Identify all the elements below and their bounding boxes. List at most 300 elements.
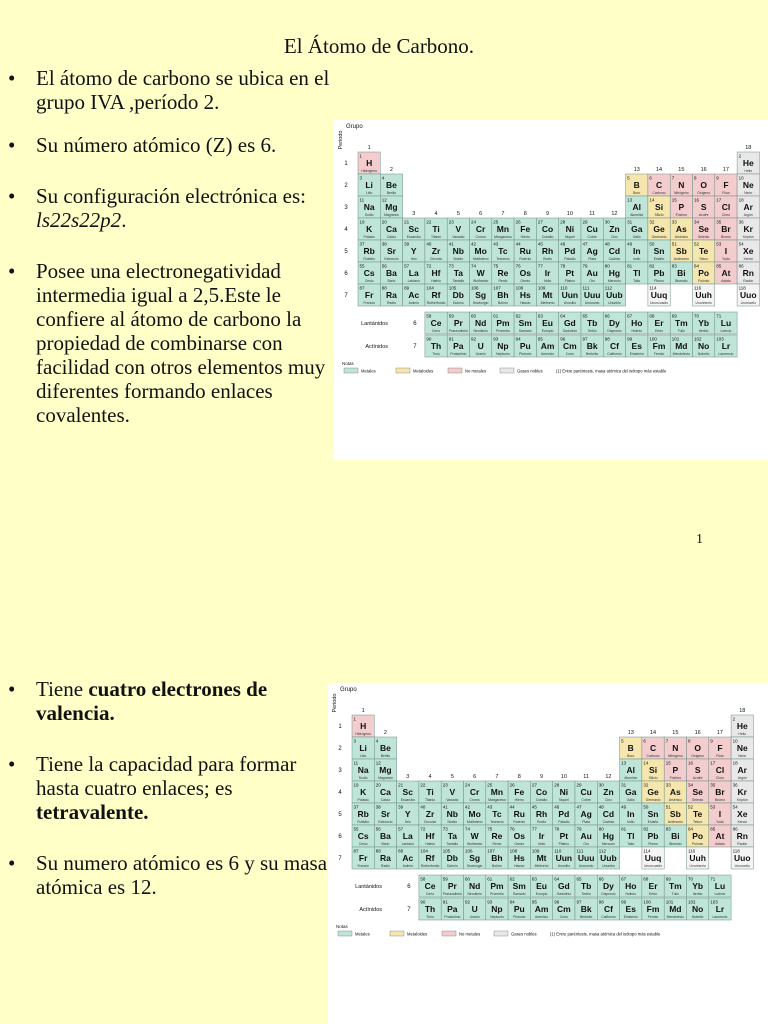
element-cell — [530, 898, 552, 920]
group-number: 9 — [540, 774, 544, 780]
element-cell — [352, 781, 374, 803]
element-cell — [642, 875, 664, 897]
element-symbol: Re — [497, 268, 509, 278]
periodic-table-image — [328, 683, 768, 1024]
element-symbol: Er — [648, 881, 658, 891]
element-name: Titanio — [431, 235, 442, 239]
element-symbol: Pm — [490, 881, 504, 891]
legend-swatch — [500, 368, 514, 373]
element-symbol: He — [742, 158, 754, 168]
element-cell — [648, 240, 670, 262]
element-cell — [670, 218, 692, 240]
atomic-number: 50 — [649, 241, 655, 247]
slide-2 — [0, 655, 768, 1024]
element-name: Radón — [743, 279, 754, 283]
atomic-number: 59 — [448, 313, 454, 319]
atomic-number: 11 — [353, 760, 359, 766]
atomic-number: 103 — [710, 899, 718, 905]
atomic-number: 98 — [604, 336, 610, 342]
atomic-number: 30 — [604, 219, 610, 225]
element-cell — [536, 312, 558, 334]
element-symbol: Au — [580, 831, 592, 841]
element-cell — [715, 262, 737, 284]
element-cell — [358, 218, 380, 240]
group-number: 12 — [611, 211, 618, 217]
element-name: Circonio — [429, 257, 443, 261]
element-symbol: Ca — [386, 224, 397, 234]
element-cell — [737, 152, 759, 174]
element-symbol: Pr — [453, 318, 463, 328]
element-symbol: Cd — [608, 246, 621, 256]
element-name: Oxígeno — [697, 191, 711, 195]
atomic-number: 52 — [688, 804, 694, 810]
group-number: 8 — [523, 211, 527, 217]
atomic-number: 106 — [471, 285, 479, 291]
element-symbol: Hf — [425, 831, 435, 841]
atomic-number: 66 — [604, 313, 610, 319]
element-symbol: Cl — [721, 202, 731, 212]
element-name: Curio — [565, 352, 574, 356]
element-name: Neón — [744, 191, 753, 195]
atomic-number: 37 — [359, 241, 365, 247]
atomic-number: 44 — [515, 241, 521, 247]
element-cell — [597, 803, 619, 825]
bullet-item — [0, 259, 330, 427]
group-number: 13 — [633, 167, 640, 173]
element-cell — [419, 803, 441, 825]
element-name: Neón — [738, 754, 747, 758]
element-name: Lantano — [407, 279, 420, 283]
atomic-number: 108 — [515, 285, 524, 291]
atomic-number: 3 — [359, 175, 363, 181]
atomic-number: 45 — [531, 804, 537, 810]
element-symbol: Y — [404, 809, 411, 819]
element-cell — [470, 218, 492, 240]
bullet-item — [0, 851, 330, 899]
element-cell — [530, 825, 552, 847]
element-name: Seaborgio — [472, 301, 489, 305]
bullet-text: Su numero atómico es 6 y su masa atómica es 12. — [36, 851, 328, 899]
legend-swatch — [494, 931, 508, 936]
element-name: Cinc — [605, 798, 612, 802]
element-symbol: O — [700, 180, 707, 190]
element-symbol: Np — [497, 341, 509, 351]
element-cell — [530, 875, 552, 897]
element-symbol: Uuu — [583, 290, 601, 300]
legend-label: No metales — [459, 931, 481, 937]
atomic-number: 48 — [604, 241, 610, 247]
element-name: Plomo — [648, 842, 658, 846]
element-name: Bohrio — [498, 301, 508, 305]
atomic-number: 7 — [671, 175, 675, 181]
element-cell — [374, 803, 396, 825]
element-name: Helio — [744, 169, 753, 173]
element-name: Molibdeno — [466, 820, 483, 824]
atomic-number: 21 — [398, 782, 404, 788]
bullet-item — [0, 184, 330, 232]
element-cell — [397, 847, 419, 869]
element-cell — [352, 737, 374, 759]
atomic-number: 68 — [649, 313, 655, 319]
element-cell — [380, 262, 402, 284]
element-cell — [642, 803, 664, 825]
element-symbol: Pa — [447, 904, 458, 914]
element-symbol: Ho — [631, 318, 643, 328]
atomic-number: 34 — [694, 219, 700, 225]
group-number: 8 — [517, 774, 521, 780]
legend-swatch — [338, 931, 352, 936]
atomic-number: 69 — [665, 876, 671, 882]
group-number: 17 — [716, 730, 724, 736]
element-cell — [664, 781, 686, 803]
element-cell — [687, 781, 709, 803]
atomic-number: 81 — [627, 263, 633, 269]
element-symbol: Nd — [474, 318, 487, 328]
element-name: Azufre — [698, 213, 709, 217]
element-cell — [597, 781, 619, 803]
element-name: Hassio — [514, 864, 525, 868]
element-name: Sodio — [358, 776, 368, 780]
atomic-number: 5 — [621, 738, 624, 744]
element-name: Hafnio — [431, 279, 441, 283]
element-symbol: Cs — [363, 268, 375, 278]
element-name: Renio — [498, 279, 508, 283]
element-name: Yodo — [722, 257, 730, 261]
element-cell — [709, 898, 731, 920]
atomic-number: 17 — [716, 197, 722, 203]
element-symbol: Md — [669, 904, 682, 914]
element-name: Cerio — [425, 892, 435, 896]
group-number: 17 — [722, 167, 730, 173]
element-name: Osmio — [514, 842, 525, 846]
element-symbol: Hg — [602, 831, 615, 841]
group-number: 10 — [560, 774, 567, 780]
atomic-number: 76 — [515, 263, 521, 269]
element-symbol: Ir — [538, 831, 545, 841]
element-cell — [620, 875, 642, 897]
element-cell — [492, 312, 514, 334]
element-name: Oro — [583, 842, 589, 846]
element-symbol: Ti — [426, 787, 434, 797]
atomic-number: 49 — [627, 241, 633, 247]
element-name: Iridio — [537, 842, 546, 846]
element-cell — [715, 335, 737, 357]
element-symbol: Tm — [674, 318, 688, 328]
element-symbol: Se — [692, 787, 703, 797]
element-name: Indio — [627, 820, 635, 824]
atomic-number: 57 — [398, 826, 404, 832]
element-symbol: Cm — [556, 904, 571, 914]
element-cell — [709, 759, 731, 781]
element-name: Prometio — [490, 892, 504, 896]
element-name: Rutherfordio — [420, 864, 440, 868]
atomic-number: 38 — [375, 804, 381, 810]
element-name: Manganeso — [488, 798, 506, 802]
element-cell — [553, 847, 575, 869]
element-symbol: As — [675, 224, 687, 234]
element-cell — [581, 240, 603, 262]
atomic-number: 1 — [353, 716, 357, 722]
group-number: 4 — [428, 774, 432, 780]
element-cell — [626, 262, 648, 284]
atomic-number: 5 — [627, 175, 630, 181]
element-symbol: Al — [626, 765, 635, 775]
bullet-list — [0, 677, 330, 899]
element-name: Francio — [357, 864, 369, 868]
element-name: Plata — [582, 820, 591, 824]
atomic-number: 23 — [442, 782, 448, 788]
element-name: Astato — [721, 279, 731, 283]
element-name: Rodio — [543, 257, 552, 261]
atomic-number: 22 — [426, 219, 432, 225]
atomic-number: 29 — [576, 782, 582, 788]
atomic-number: 77 — [537, 263, 543, 269]
element-name: Tantalio — [446, 842, 459, 846]
legend-footnote: (1) Entre paréntesis, masa atómica del isótopo más estable — [556, 368, 667, 374]
element-name: Terbio — [581, 892, 591, 896]
page-number: 1 — [696, 532, 703, 547]
element-symbol: V — [449, 787, 456, 797]
element-symbol: Mg — [385, 202, 398, 212]
element-name: Cadmio — [608, 257, 621, 261]
element-cell — [581, 262, 603, 284]
element-name: Radio — [381, 864, 390, 868]
atomic-number: 75 — [493, 263, 499, 269]
element-symbol: I — [718, 809, 722, 819]
element-cell — [664, 737, 686, 759]
atomic-number: 105 — [442, 848, 451, 854]
element-cell — [581, 218, 603, 240]
element-name: Boro — [627, 754, 635, 758]
group-number: 1 — [361, 708, 365, 714]
atomic-number: 107 — [493, 285, 501, 291]
element-cell — [403, 262, 425, 284]
element-cell — [670, 196, 692, 218]
atomic-number: 58 — [426, 313, 432, 319]
atomic-number: 67 — [621, 876, 627, 882]
atomic-number: 111 — [582, 285, 590, 291]
element-cell — [687, 759, 709, 781]
element-symbol: Re — [491, 831, 503, 841]
element-symbol: Nd — [468, 881, 481, 891]
atomic-number: 86 — [738, 263, 744, 269]
element-name: Torio — [432, 352, 440, 356]
element-symbol: Po — [692, 831, 704, 841]
element-name: Hassio — [520, 301, 531, 305]
element-symbol: Ta — [447, 831, 457, 841]
element-cell — [709, 781, 731, 803]
element-symbol: Be — [386, 180, 397, 190]
element-name: Cinc — [611, 235, 618, 239]
element-cell — [447, 262, 469, 284]
element-cell — [693, 218, 715, 240]
element-name: Protactinio — [450, 352, 467, 356]
element-cell — [403, 284, 425, 306]
element-symbol: Ra — [386, 290, 397, 300]
element-symbol: Zr — [425, 809, 435, 819]
element-cell — [715, 196, 737, 218]
period-number: 6 — [413, 321, 417, 327]
element-name: Iridio — [543, 279, 552, 283]
element-name: Lantano — [401, 842, 414, 846]
element-cell — [358, 174, 380, 196]
element-cell — [731, 847, 753, 869]
element-cell — [642, 847, 664, 869]
element-name: Teluro — [693, 820, 703, 824]
element-name: Potasio — [357, 798, 369, 802]
atomic-number: 33 — [671, 219, 677, 225]
element-cell — [664, 803, 686, 825]
atomic-number: 90 — [426, 336, 432, 342]
element-cell — [693, 262, 715, 284]
element-name: Dubnio — [452, 301, 464, 305]
element-name: Samario — [512, 892, 526, 896]
atomic-number: 37 — [353, 804, 359, 810]
atomic-number: 112 — [604, 285, 612, 291]
atomic-number: 106 — [465, 848, 473, 854]
element-name: Nobelio — [691, 915, 704, 919]
element-symbol: Pr — [447, 881, 457, 891]
atomic-number: 97 — [576, 899, 582, 905]
atomic-number: 59 — [442, 876, 448, 882]
element-symbol: Pb — [647, 831, 659, 841]
element-name: Rutenio — [513, 820, 526, 824]
element-name: Germanio — [645, 798, 661, 802]
element-name: Carbono — [652, 191, 666, 195]
element-symbol: Hf — [431, 268, 441, 278]
element-name: Californio — [607, 352, 622, 356]
atomic-number: 78 — [554, 826, 560, 832]
lanthanides-label: Lantánidos — [355, 884, 382, 890]
element-name: Platino — [564, 279, 576, 283]
period-number: 4 — [338, 790, 342, 796]
atomic-number: 72 — [426, 263, 432, 269]
group-number: 3 — [412, 211, 416, 217]
period-number: 6 — [338, 834, 342, 840]
element-name: Unununio — [584, 301, 600, 305]
element-name: Protactinio — [444, 915, 461, 919]
atomic-number: 22 — [420, 782, 426, 788]
group-number: 16 — [694, 730, 701, 736]
element-name: Cobre — [587, 235, 597, 239]
atomic-number: 72 — [420, 826, 426, 832]
element-cell — [553, 875, 575, 897]
element-symbol: Lu — [714, 881, 726, 891]
element-cell — [508, 875, 530, 897]
element-symbol: Sc — [402, 787, 413, 797]
element-cell — [626, 218, 648, 240]
element-name: Actinio — [402, 864, 413, 868]
element-name: Platino — [558, 842, 570, 846]
atomic-number: 84 — [688, 826, 694, 832]
element-symbol: Yb — [692, 881, 704, 891]
atomic-number: 105 — [448, 285, 457, 291]
element-cell — [492, 284, 514, 306]
element-name: Paladio — [558, 820, 570, 824]
element-symbol: Ta — [453, 268, 463, 278]
element-symbol: Rh — [535, 809, 548, 819]
element-name: Antimonio — [673, 257, 689, 261]
element-symbol: Pt — [559, 831, 569, 841]
element-symbol: No — [697, 341, 710, 351]
element-cell — [380, 218, 402, 240]
element-symbol: Br — [721, 224, 731, 234]
element-name: Níquel — [558, 798, 569, 802]
element-symbol: Li — [359, 743, 367, 753]
element-symbol: Sg — [475, 290, 487, 300]
group-number: 15 — [672, 730, 679, 736]
element-name: Curio — [559, 915, 568, 919]
element-name: Europio — [535, 892, 548, 896]
atomic-number: 51 — [665, 804, 671, 810]
period-number: 7 — [413, 344, 417, 350]
element-symbol: U — [477, 341, 484, 351]
element-symbol: Po — [698, 268, 710, 278]
period-number: 3 — [344, 205, 348, 211]
atomic-number: 13 — [621, 760, 627, 766]
element-name: Galio — [626, 798, 635, 802]
element-name: Titanio — [425, 798, 436, 802]
atomic-number: 93 — [493, 336, 499, 342]
element-symbol: Rb — [357, 809, 369, 819]
element-name: Holmio — [625, 892, 637, 896]
atomic-number: 73 — [442, 826, 448, 832]
atomic-number: 96 — [560, 336, 566, 342]
group-number: 15 — [678, 167, 685, 173]
atomic-number: 104 — [420, 848, 428, 854]
element-name: Xenón — [737, 820, 748, 824]
element-cell — [664, 759, 686, 781]
element-symbol: Ne — [736, 743, 748, 753]
element-symbol: Rf — [425, 853, 435, 863]
element-symbol: Co — [541, 224, 554, 234]
atomic-number: 75 — [487, 826, 493, 832]
element-cell — [575, 875, 597, 897]
element-symbol: Nb — [446, 809, 459, 819]
element-cell — [464, 781, 486, 803]
element-cell — [581, 312, 603, 334]
element-symbol: Cl — [715, 765, 725, 775]
element-symbol: Fm — [652, 341, 666, 351]
group-number: 18 — [739, 708, 746, 714]
element-symbol: La — [408, 268, 419, 278]
element-cell — [620, 737, 642, 759]
group-number: 5 — [456, 211, 460, 217]
atomic-number: 89 — [404, 285, 410, 291]
atomic-number: 26 — [515, 219, 521, 225]
element-name: Disprosio — [601, 892, 616, 896]
element-symbol: Tm — [668, 881, 682, 891]
element-symbol: He — [736, 721, 748, 731]
element-cell — [486, 847, 508, 869]
atomic-number: 21 — [404, 219, 410, 225]
period-number: 7 — [338, 856, 342, 862]
element-name: Silicio — [654, 213, 664, 217]
atomic-number: 57 — [404, 263, 410, 269]
element-symbol: Ge — [647, 787, 659, 797]
atomic-number: 95 — [537, 336, 543, 342]
element-name: Estroncio — [378, 820, 393, 824]
element-cell — [642, 737, 664, 759]
element-name: Níquel — [564, 235, 575, 239]
atomic-number: 87 — [359, 285, 365, 291]
element-name: Erbio — [649, 892, 658, 896]
element-name: Oxígeno — [691, 754, 705, 758]
atomic-number: 55 — [353, 826, 359, 832]
atomic-number: 97 — [582, 336, 588, 342]
element-name: Ununilio — [557, 864, 570, 868]
atomic-number: 42 — [471, 241, 477, 247]
